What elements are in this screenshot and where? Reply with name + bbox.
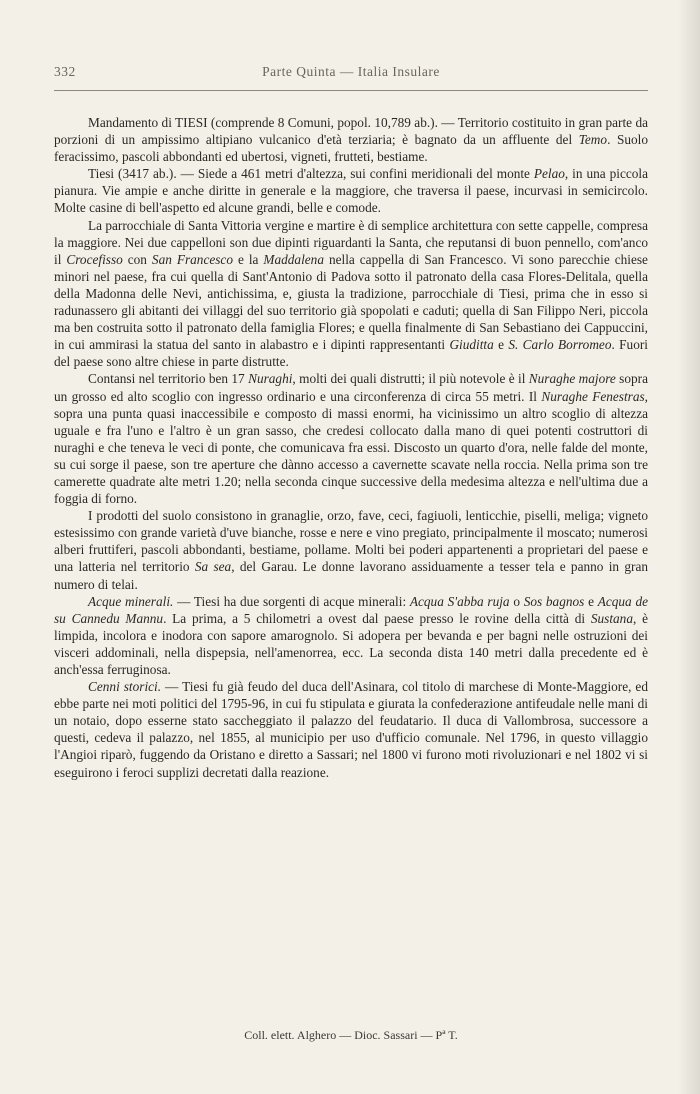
paragraph-parrocchiale: [54, 217, 648, 371]
text-span: . Suolo feracissimo, pascoli abbondanti ed ubertosi, vigneti, frutteti, bestiame.: [54, 132, 648, 165]
paragraph-cenni-storici: [54, 678, 648, 781]
text-span: , è limpida, incolora e inodora con sapore amarognolo. Si adopera per bevanda e per bagni nelle ostruzioni dei visceri addominali, nella dispepsia, nell'amenorrea, ecc. La seconda dista 140 metri dalla precedente ed è anch'essa ferruginosa.: [54, 610, 648, 677]
text-span: , del Garau. Le donne lavorano assiduamente a tesser tela e panno in gran numero di telai.: [54, 559, 648, 592]
text-span-italic: Sa sea: [194, 559, 232, 575]
section-heading-acque: Acque minerali.: [88, 593, 174, 609]
page-number: 332: [54, 64, 76, 79]
text-span: Mandamento di TIESI (comprende 8 Comuni, popol. 10,789 ab.). — Territorio costituito in gran parte da porzioni di un ampissimo altipiano vulcanico d'età terziaria; è bagnato da un affluente del: [54, 115, 648, 148]
text-span: Contansi nel territorio ben 17: [88, 371, 249, 387]
text-body: [54, 114, 648, 781]
text-span-italic: Maddalena: [263, 251, 324, 267]
page-footer: Coll. elett. Alghero — Dioc. Sassari — Pª T.: [244, 1028, 458, 1042]
text-span-italic: Temo: [578, 132, 608, 148]
text-span: e: [584, 593, 598, 609]
text-span-italic: Acqua S'abba ruja: [409, 593, 510, 609]
text-span: e: [493, 337, 509, 353]
page-header: [54, 64, 648, 86]
paragraph-nuraghi: [54, 370, 648, 507]
text-span: con: [122, 251, 152, 267]
text-span: , in una piccola pianura. Vie ampie e anche diritte in generale e la maggiore, che traversa il paese, incurvasi in semicircolo. Molte casine di bell'aspetto ed alcune grandi, belle e comode.: [54, 166, 648, 216]
text-span: La parrocchiale di Santa Vittoria vergine e martire è di semplice architettura con sette cappelle, compresa la maggiore. Nei due cappelloni son due dipinti riguardanti la Santa, che reputansi di buon pennello, com'anco il: [54, 217, 648, 267]
paragraph-prodotti: [54, 507, 648, 592]
paragraph-tiesi: [54, 165, 648, 216]
text-span: e la: [232, 251, 264, 267]
paragraph-mandamento: [54, 114, 648, 165]
text-span: — Tiesi fu già feudo del duca dell'Asinara, col titolo di marchese di Monte-Maggiore, ed ebbe parte nei moti politici del 1795-96, in cui fu stipulata e giurata la confederazione antifeudale nelle mani di un notaio, dopo esserne stato saccheggiato il palazzo del feudatario. Il duca di Vallombrosa, successore a questi, cedeva il palazzo, nel 1855, al municipio per uso d'ufficio comunale. Nel 1796, in questo villaggio l'Angioi riparò, fuggendo da Oristano e diretto a Sassari; nel 1800 vi furono moti rivoluzionari e nel 1802 vi si eseguirono i feroci supplizi decretati dalla reazione.: [54, 679, 648, 780]
running-title: Parte Quinta — Italia Insulare: [262, 64, 440, 79]
text-span: Tiesi (3417 ab.). — Siede a 461 metri d'altezza, sui confini meridionali del monte: [88, 166, 534, 182]
section-heading-cenni: Cenni storici.: [88, 679, 162, 695]
text-span: , sopra una punta quasi inaccessibile e composto di massi enormi, ha vicinissimo un altro scoglio di altezza uguale e fra l'uno e l'altro è un gran sasso, che credesi collocato dalla mano di quei potenti costruttori di nuraghi e che teneva le veci di ponte, che comunicava fra essi. Discosto un quarto d'ora, nelle falde del monte, su cui sorge il paese, son tre aperture che dànno accesso a cavernette scavate nella roccia. Nella prima son tre camerette quadrate alte metri 1.20; nella seconda cinque successive della medesima altezza e nell'ultima due a foggia di forno.: [54, 388, 648, 507]
text-span-italic: Sustana: [590, 610, 633, 626]
text-span-italic: Sos bagnos: [523, 593, 585, 609]
text-span-italic: Acqua de su Cannedu Mannu: [54, 593, 648, 626]
text-span-italic: Nuraghi: [248, 371, 293, 387]
text-span-italic: Nuraghe Fenestras: [541, 388, 645, 404]
text-span-italic: Crocefisso: [66, 251, 123, 267]
text-span-italic: San Francesco: [151, 251, 233, 267]
text-span: I prodotti del suolo consistono in granaglie, orzo, fave, ceci, fagiuoli, lenticchie, piselli, meliga; vigneto estesissimo con grande varietà d'uve bianche, rosse e nere e vino pregiato, principalmente il moscato; numerosi alberi fruttiferi, pascoli abbondanti, bestiame, pollame. Molti bei poderi appartenenti a proprietari del paese e una latteria nel territorio: [54, 508, 648, 575]
text-span: o: [509, 593, 524, 609]
text-span: , molti dei quali distrutti; il più notevole è il: [292, 371, 529, 387]
text-span: nella cappella di San Francesco. Vi sono parecchie chiese minori nel paese, fra cui quella di Sant'Antonio di Padova sotto il patronato della casa Flores-Delitala, quella della Madonna delle Nevi, antichissima, e, giusta la tradizione, parrocchiale di Tiesi, prima che in esso si radunassero gli abitanti dei villaggi del suo territorio già spopolati e caduti; quella di San Filippo Neri, piccola ma ben costruita sotto il patronato della famiglia Flores; e quella finalmente di San Sebastiano dei Cappuccini, in cui ammirasi la statua del santo in alabastro e i dipinti rappresentanti: [54, 251, 648, 353]
text-span: sopra un grosso ed alto scoglio con ingresso ordinario e una circonferenza di circa 55 metri. Il: [54, 371, 648, 404]
text-span-italic: Pelao: [533, 166, 565, 182]
text-span-italic: Nuraghe majore: [528, 371, 616, 387]
paragraph-acque-minerali: [54, 593, 648, 678]
text-span: — Tiesi ha due sorgenti di acque minerali:: [173, 593, 410, 609]
text-span: . Fuori del paese sono altre chiese in parte distrutte.: [54, 337, 648, 370]
header-rule: [54, 90, 648, 91]
text-span-italic: Giuditta: [449, 337, 494, 353]
text-span: . La prima, a 5 chilometri a ovest dal paese presso le rovine della città di: [163, 610, 591, 626]
text-span-italic: S. Carlo Borromeo: [508, 337, 612, 353]
page-edge-shadow: [678, 0, 700, 1094]
